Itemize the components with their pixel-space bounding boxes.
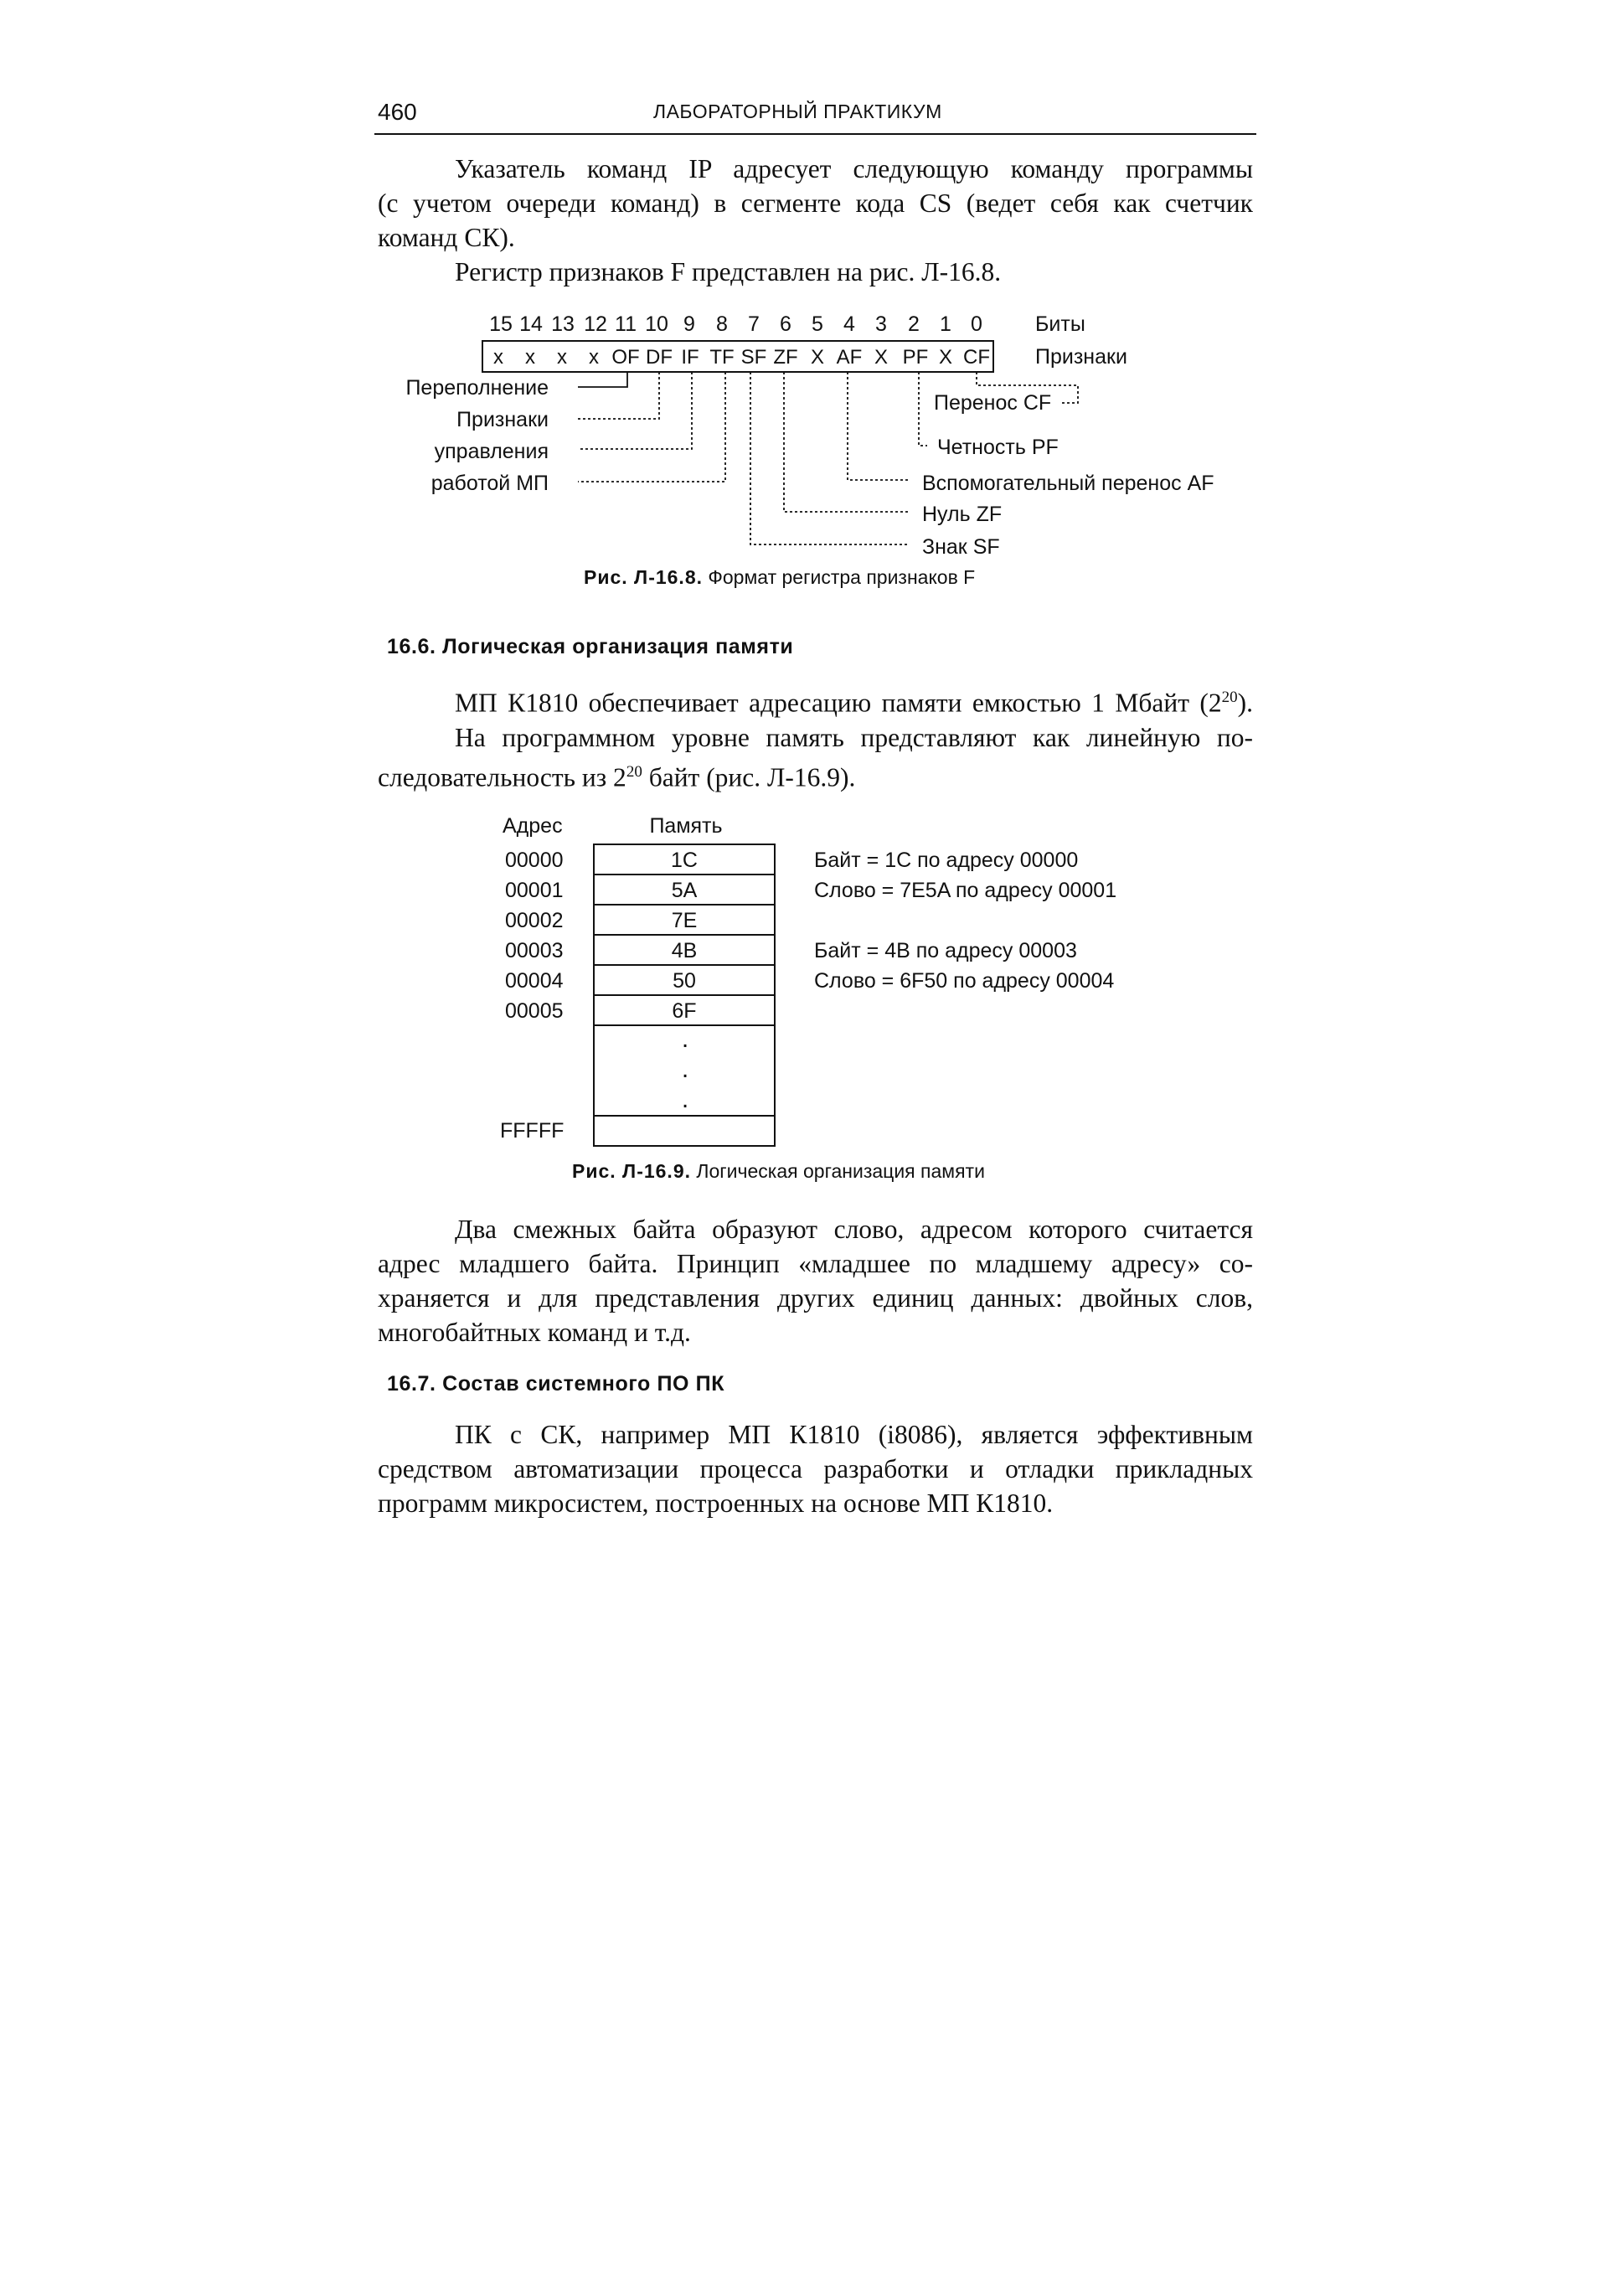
- text-run: байт (рис. Л-16.9).: [642, 762, 856, 792]
- address-header: Адрес: [503, 814, 563, 838]
- connector-of: [578, 372, 627, 387]
- superscript: 20: [1221, 689, 1238, 706]
- register-cell: AF: [836, 346, 863, 369]
- text-line: Два смежных байта образуют слово, адресом которого считается: [455, 1215, 1253, 1244]
- label-aux-carry: Вспомогательный перенос AF: [922, 472, 1214, 495]
- label-control-3: работой МП: [430, 472, 549, 495]
- memory-value: 4B: [671, 939, 698, 962]
- figure-caption-16-8: [584, 566, 975, 589]
- connector-if: [578, 372, 692, 449]
- connector-tf: [578, 372, 725, 482]
- figure-caption-16-9: [572, 1160, 985, 1183]
- bit-number: 5: [812, 312, 823, 336]
- text-line: Указатель команд IP адресует следующую команду программы: [455, 154, 1253, 183]
- register-cell: X: [874, 346, 889, 369]
- label-zero: Нуль ZF: [922, 503, 1003, 526]
- register-cell: ZF: [773, 346, 798, 369]
- memory-organization-diagram: [0, 796, 1624, 1164]
- text-line: На программном уровне память представляют как линейную по-: [455, 722, 1253, 752]
- address-cell: 00005: [505, 999, 564, 1023]
- register-cell: PF: [902, 346, 929, 369]
- memory-header: Память: [649, 814, 723, 838]
- text-line: Регистр признаков F представлен на рис. Л-16.8.: [455, 257, 1002, 286]
- label-overflow: Переполнение: [405, 376, 549, 400]
- flags-register-diagram: [0, 0, 1624, 603]
- software-paragraph: [378, 1417, 1253, 1520]
- text-line: команд СК).: [378, 223, 515, 252]
- bit-number: 12: [584, 312, 607, 336]
- bit-number: 6: [780, 312, 791, 336]
- register-cell: IF: [681, 346, 699, 369]
- bit-number: 2: [908, 312, 920, 336]
- bit-number: 13: [551, 312, 575, 336]
- text-line: многобайтных команд и т.д.: [378, 1318, 691, 1347]
- label-sign: Знак SF: [922, 535, 1000, 559]
- ellipsis-dot: .: [681, 1086, 689, 1113]
- text-line: храняется и для представления других единиц данных: двойных слов,: [378, 1283, 1253, 1313]
- bit-number: 1: [940, 312, 951, 336]
- register-cell: X: [938, 346, 953, 369]
- memory-value: 6F: [672, 999, 697, 1023]
- flags-label: Признаки: [1035, 345, 1127, 369]
- page-number: 460: [378, 99, 417, 125]
- register-cell: SF: [740, 346, 767, 369]
- text-line: [378, 680, 1253, 720]
- register-cell: x: [557, 346, 567, 369]
- bit-number: 0: [971, 312, 982, 336]
- bit-number: 10: [645, 312, 668, 336]
- register-cell: TF: [709, 346, 735, 369]
- bit-number: 14: [519, 312, 543, 336]
- label-parity: Четность PF: [937, 436, 1059, 459]
- superscript: 20: [626, 762, 642, 781]
- address-cell: FFFFF: [500, 1119, 565, 1143]
- connector-sf: [750, 372, 909, 544]
- register-cell: OF: [611, 346, 640, 369]
- memory-note: Слово = 6F50 по адресу 00004: [814, 969, 1115, 993]
- register-cell: DF: [646, 346, 673, 369]
- memory-value: 7E: [671, 909, 698, 932]
- memory-note: Байт = 1C по адресу 00000: [814, 849, 1079, 872]
- word-paragraph: [378, 1212, 1253, 1349]
- bit-number: 8: [716, 312, 728, 336]
- memory-value: 1C: [671, 849, 698, 872]
- label-control-2: управления: [434, 440, 549, 463]
- memory-paragraph: [378, 680, 1253, 794]
- text-run: МП К1810 обеспечивает адресацию памяти емкостью 1 Мбайт (2: [455, 688, 1222, 718]
- address-cell: 00003: [505, 939, 564, 962]
- bit-number: 15: [489, 312, 513, 336]
- connector-af: [848, 372, 909, 480]
- register-cell: x: [589, 346, 599, 369]
- register-cell: CF: [963, 346, 990, 369]
- text-line: программ микросистем, построенных на основе МП К1810.: [378, 1489, 1054, 1518]
- bit-number: 7: [748, 312, 760, 336]
- connector-df: [578, 372, 659, 419]
- bit-number: 9: [683, 312, 695, 336]
- bits-label: Биты: [1035, 312, 1085, 336]
- caption-text: Логическая организация памяти: [696, 1160, 985, 1182]
- ellipsis-dot: .: [681, 1055, 689, 1083]
- address-cell: 00000: [505, 849, 564, 872]
- address-cell: 00001: [505, 879, 564, 902]
- bit-number: 11: [615, 312, 637, 336]
- caption-text: Формат регистра признаков F: [708, 566, 976, 588]
- text-run: ).: [1237, 688, 1253, 718]
- memory-value: 5A: [671, 879, 698, 902]
- ellipsis-dot: .: [681, 1025, 689, 1053]
- connector-zf: [784, 372, 909, 512]
- address-cell: 00002: [505, 909, 564, 932]
- text-line: адрес младшего байта. Принцип «младшее по младшему адресу» со-: [378, 1249, 1253, 1278]
- text-line: (с учетом очереди команд) в сегменте кода CS (ведет себя как счетчик: [378, 188, 1253, 218]
- bit-number: 4: [843, 312, 855, 336]
- bit-number: 3: [875, 312, 887, 336]
- label-control-1: Признаки: [456, 408, 549, 431]
- address-cell: 00004: [505, 969, 564, 993]
- caption-number: Рис. Л-16.9.: [572, 1160, 692, 1182]
- text-line: [378, 755, 1253, 795]
- text-line: ПК с СК, например МП К1810 (i8086), является эффективным: [455, 1420, 1253, 1449]
- register-cell: X: [810, 346, 825, 369]
- connector-pf: [919, 372, 927, 446]
- caption-number: Рис. Л-16.8.: [584, 566, 704, 588]
- memory-note: Слово = 7E5A по адресу 00001: [814, 879, 1117, 902]
- section-heading-16-6: 16.6. Логическая организация памяти: [387, 635, 794, 658]
- memory-value: 50: [673, 969, 696, 993]
- text-run: следовательность из 2: [378, 762, 626, 792]
- register-cell: x: [493, 346, 503, 369]
- running-title: ЛАБОРАТОРНЫЙ ПРАКТИКУМ: [653, 101, 942, 122]
- memory-note: Байт = 4B по адресу 00003: [814, 939, 1077, 962]
- label-carry: Перенос CF: [934, 391, 1052, 415]
- section-heading-16-7: 16.7. Состав системного ПО ПК: [387, 1372, 725, 1396]
- register-cell: x: [525, 346, 535, 369]
- text-line: средством автоматизации процесса разработки и отладки прикладных: [378, 1454, 1253, 1483]
